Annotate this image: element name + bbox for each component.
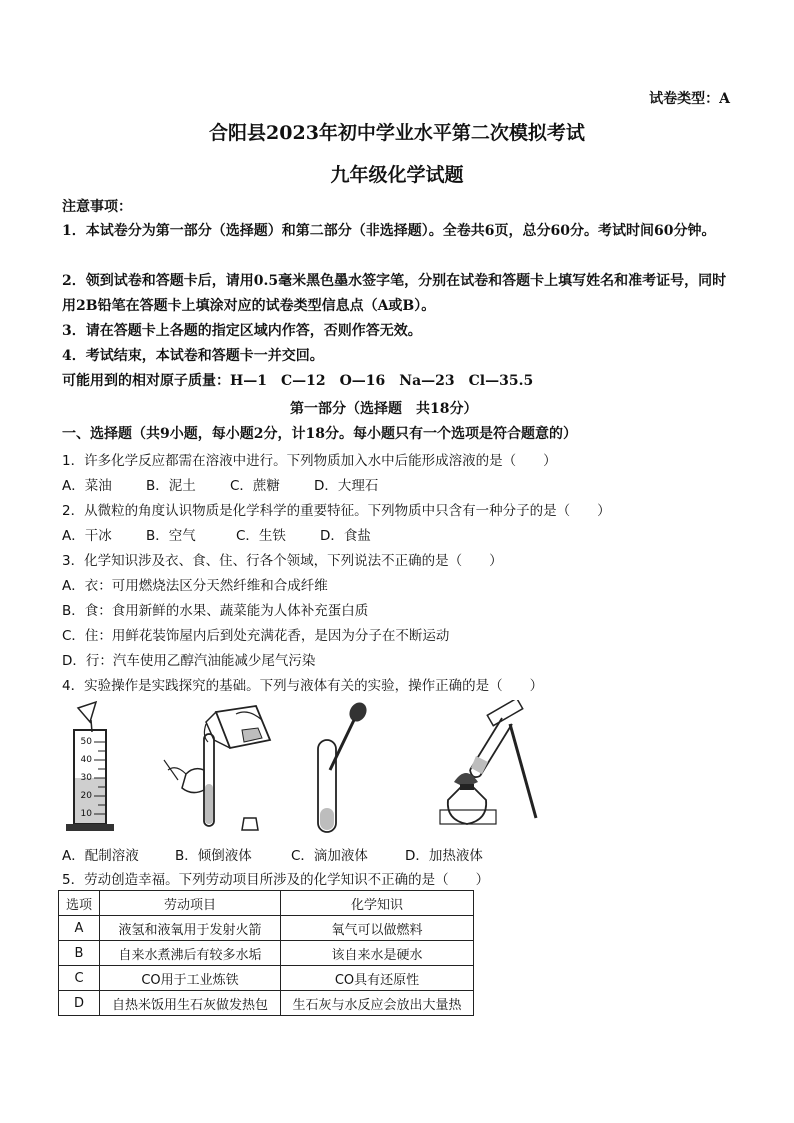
- note-item: 2．领到试卷和答题卡后，请用0.5毫米黑色墨水签字笔，分别在试卷和答题卡上填写姓名和准考证号，同时用2B铅笔在答题卡上填涂对应的试卷类型信息点（A或B）。: [62, 273, 727, 314]
- table-cell: CO具有还原性: [281, 966, 474, 991]
- table-row: [59, 991, 474, 1016]
- section-heading: 一、选择题（共9小题，每小题2分，计18分。每小题只有一个选项是符合题意的）: [62, 426, 577, 442]
- note-item: 3．请在答题卡上各题的指定区域内作答，否则作答无效。: [62, 323, 422, 339]
- table-header: 选项: [59, 891, 100, 916]
- option: D．加热液体: [405, 848, 483, 864]
- exam-title: 合阳县2023年初中学业水平第二次模拟考试: [209, 122, 585, 144]
- question-4-options: [62, 844, 483, 864]
- note-item: 1．本试卷分为第一部分（选择题）和第二部分（非选择题）。全卷共6页，总分60分。考试时间60分钟。: [62, 223, 716, 239]
- table-cell: 氧气可以做燃料: [281, 916, 474, 941]
- figure-c-dropping-liquid: [308, 700, 378, 839]
- table-header: 劳动项目: [100, 891, 281, 916]
- option: B．空气: [146, 528, 196, 544]
- table-header: 化学知识: [281, 891, 474, 916]
- figure-d-heating-liquid: [410, 700, 550, 839]
- question-2-stem: 2．从微粒的角度认识物质是化学科学的重要特征。下列物质中只含有一种分子的是（ ）: [62, 503, 611, 519]
- option: B．倾倒液体: [175, 848, 252, 864]
- table-cell: 该自来水是硬水: [281, 941, 474, 966]
- option: A．菜油: [62, 478, 112, 494]
- question-5-table: [58, 890, 474, 1016]
- table-cell: D: [59, 991, 100, 1016]
- table-cell: C: [59, 966, 100, 991]
- table-cell: 自来水煮沸后有较多水垢: [100, 941, 281, 966]
- cylinder-mark: 50: [80, 737, 92, 747]
- question-2-options: [62, 524, 371, 544]
- option: A．衣：可用燃烧法区分天然纤维和合成纤维: [62, 578, 328, 594]
- cylinder-mark: 10: [80, 809, 92, 819]
- table-cell: 液氢和液氧用于发射火箭: [100, 916, 281, 941]
- exam-type-label: 试卷类型：A: [649, 91, 730, 107]
- table-row: [59, 966, 474, 991]
- question-3-stem: 3．化学知识涉及衣、食、住、行各个领域，下列说法不正确的是（ ）: [62, 553, 503, 569]
- option: C．住：用鲜花装饰屋内后到处充满花香，是因为分子在不断运动: [62, 628, 450, 644]
- question-5-stem: 5．劳动创造幸福。下列劳动项目所涉及的化学知识不正确的是（ ）: [62, 872, 490, 888]
- part-heading: 第一部分（选择题 共18分）: [290, 401, 478, 417]
- table-cell: A: [59, 916, 100, 941]
- table-row: [59, 941, 474, 966]
- option: C．蔗糖: [230, 478, 280, 494]
- table-cell: CO用于工业炼铁: [100, 966, 281, 991]
- option: B．泥土: [146, 478, 196, 494]
- atomic-masses: 可能用到的相对原子质量：H—1 C—12 O—16 Na—23 Cl—35.5: [62, 373, 534, 389]
- question-4-stem: 4．实验操作是实践探究的基础。下列与液体有关的实验，操作正确的是（ ）: [62, 678, 544, 694]
- cylinder-mark: 30: [80, 773, 92, 783]
- cylinder-mark: 20: [80, 791, 92, 801]
- option: A．干冰: [62, 528, 112, 544]
- option: A．配制溶液: [62, 848, 139, 864]
- option: D．食盐: [320, 528, 371, 544]
- option: C．生铁: [236, 528, 286, 544]
- cylinder-mark: 40: [80, 755, 92, 765]
- question-1-stem: 1．许多化学反应都需在溶液中进行。下列物质加入水中后能形成溶液的是（ ）: [62, 453, 557, 469]
- table-row: [59, 916, 474, 941]
- figure-b-pouring-liquid: [158, 700, 278, 839]
- table-cell: 生石灰与水反应会放出大量热: [281, 991, 474, 1016]
- notes-heading: 注意事项：: [62, 199, 132, 215]
- figure-a-measuring-cylinder: [62, 700, 130, 839]
- option: B．食：食用新鲜的水果、蔬菜能为人体补充蛋白质: [62, 603, 369, 619]
- note-item: 4．考试结束，本试卷和答题卡一并交回。: [62, 348, 324, 364]
- question-1-options: [62, 474, 378, 494]
- table-cell: B: [59, 941, 100, 966]
- exam-subtitle: 九年级化学试题: [330, 164, 464, 186]
- option: D．行：汽车使用乙醇汽油能减少尾气污染: [62, 653, 316, 669]
- table-cell: 自热米饭用生石灰做发热包: [100, 991, 281, 1016]
- table-header-row: [59, 891, 474, 916]
- option: D．大理石: [314, 478, 379, 494]
- option: C．滴加液体: [291, 848, 368, 864]
